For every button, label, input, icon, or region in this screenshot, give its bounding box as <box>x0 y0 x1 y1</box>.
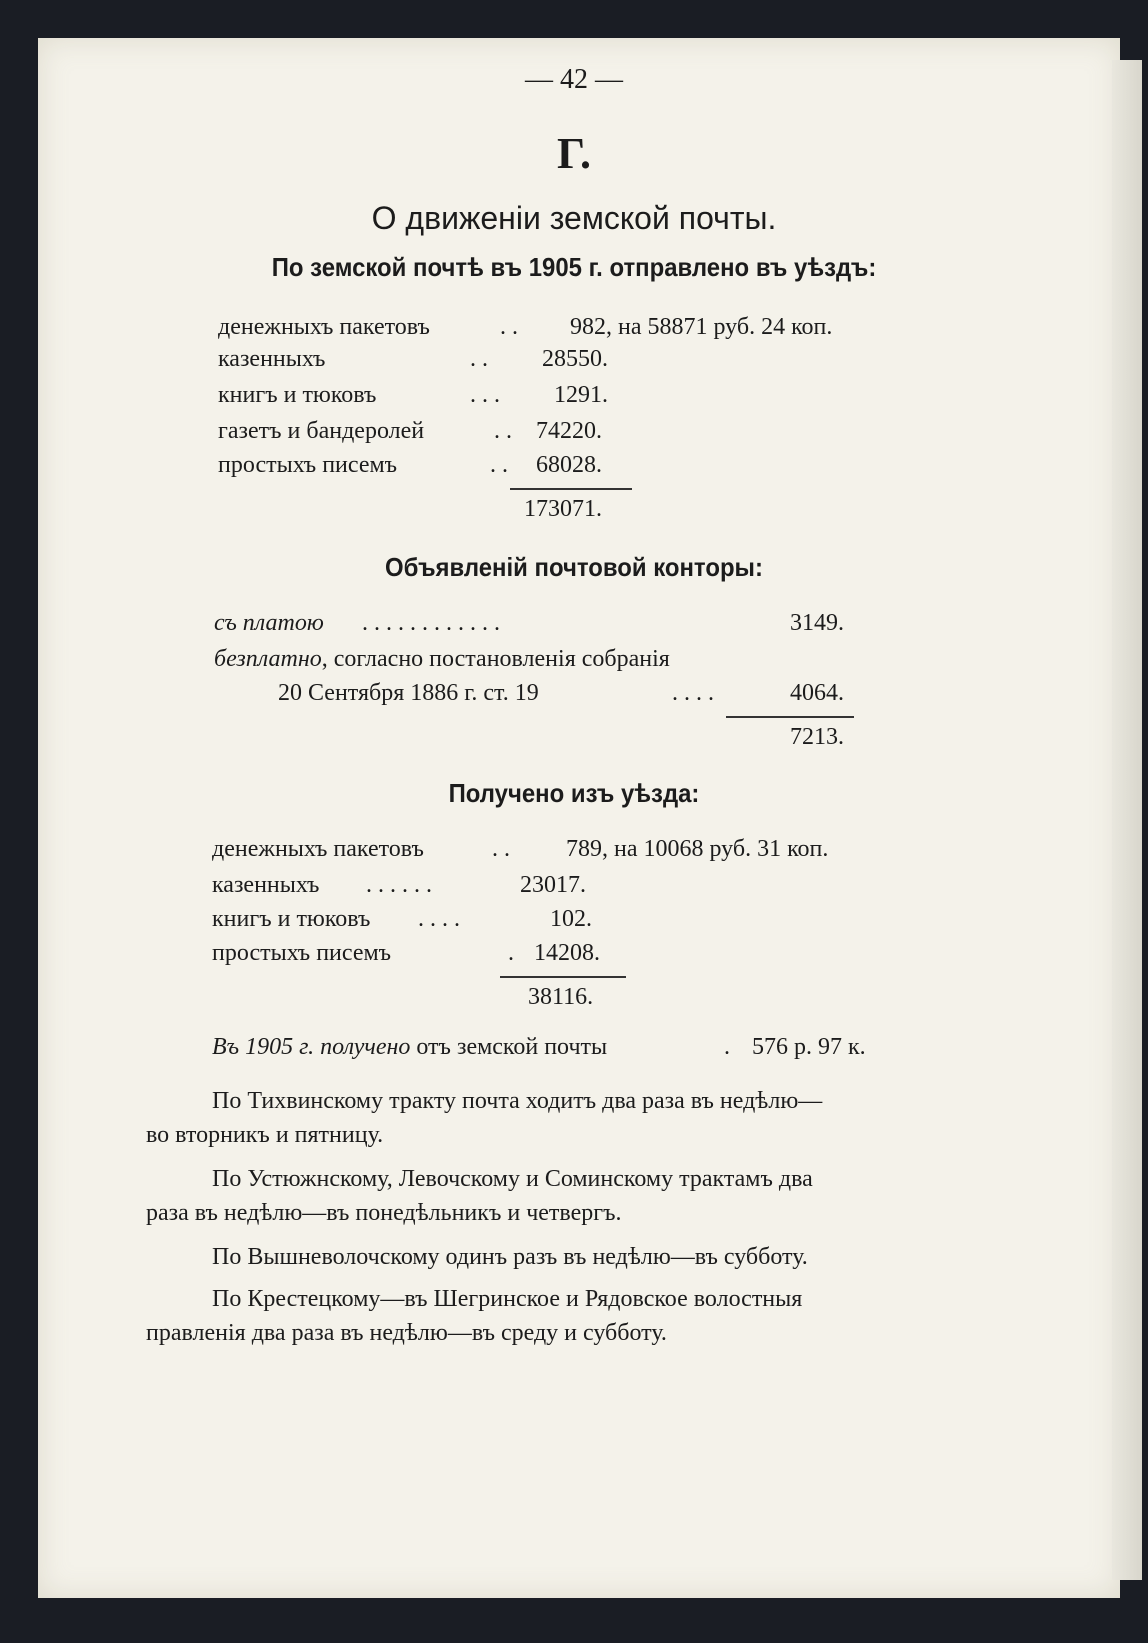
sent-row-label: казенныхъ <box>218 346 326 372</box>
income-dots: . <box>724 1034 730 1060</box>
sent-row-label: газетъ и бандеролей <box>218 418 425 444</box>
income-line <box>212 1034 607 1061</box>
ads-paid-value: 3149. <box>790 610 844 636</box>
income-rest: отъ земской почты <box>410 1034 608 1060</box>
paragraph-line: По Вышневолочскому одинъ разъ въ недѣлю—въ субботу. <box>212 1244 808 1270</box>
received-row-value: 102. <box>550 906 592 932</box>
sent-row-value: 28550. <box>542 346 608 372</box>
ads-paid-dots: . . . . . . . . . . . . <box>362 610 500 636</box>
sent-heading: По земской почтѣ въ 1905 г. отправлено въ уѣздъ: <box>271 252 877 282</box>
paragraph-line: правленія два раза въ недѣлю—въ среду и субботу. <box>146 1320 667 1346</box>
sent-row-dots: . . <box>494 418 512 444</box>
ads-free-value: 4064. <box>790 680 844 706</box>
sent-row-dots: . . <box>470 346 488 372</box>
sent-row-dots: . . <box>500 314 518 340</box>
sent-row-label: книгъ и тюковъ <box>218 382 377 408</box>
ads-free-line2: 20 Сентября 1886 г. ст. 19 <box>278 680 539 706</box>
sent-row-label: денежныхъ пакетовъ <box>218 314 430 340</box>
ads-total: 7213. <box>790 724 844 750</box>
paragraph-line: По Устюжнскому, Левочскому и Соминскому трактамъ два <box>212 1166 813 1192</box>
page-number: — 42 — <box>525 64 623 95</box>
sent-row-value: 1291. <box>554 382 608 408</box>
sent-row-dots: . . . <box>470 382 500 408</box>
ads-free-dots: . . . . <box>672 680 714 706</box>
received-row-dots: . . <box>492 836 510 862</box>
ads-heading: Объявленій почтовой конторы: <box>385 552 763 582</box>
received-row-dots: . . . . <box>418 906 460 932</box>
received-row-label: книгъ и тюковъ <box>212 906 371 932</box>
received-row-value: 14208. <box>534 940 600 966</box>
page-edge <box>1112 60 1142 1580</box>
sent-total: 173071. <box>524 496 602 522</box>
sent-row-label: простыхъ писемъ <box>218 452 398 478</box>
received-row-dots: . <box>508 940 514 966</box>
received-row-dots: . . . . . . <box>366 872 432 898</box>
income-italic: Въ 1905 г. получено <box>212 1034 411 1060</box>
paragraph-line: раза въ недѣлю—въ понедѣльникъ и четвергъ. <box>146 1200 622 1226</box>
received-heading: Получено изъ уѣзда: <box>448 778 700 808</box>
sum-rule <box>510 488 632 490</box>
section-letter: Г. <box>556 129 592 178</box>
ads-free-rest: , согласно постановленія собранія <box>321 646 670 672</box>
received-total: 38116. <box>528 984 594 1010</box>
sum-rule <box>726 716 854 718</box>
income-value: 576 р. 97 к. <box>752 1034 866 1060</box>
received-row-label: простыхъ писемъ <box>212 940 392 966</box>
sent-row-value: 68028. <box>536 452 602 478</box>
paragraph-line: По Тихвинскому тракту почта ходитъ два раза въ недѣлю— <box>212 1088 823 1114</box>
sent-row-value: 74220. <box>536 418 602 444</box>
received-row-value: 23017. <box>520 872 586 898</box>
ads-free-label: безплатно <box>214 646 322 672</box>
paragraph-line: во вторникъ и пятницу. <box>146 1122 384 1148</box>
paragraph-line: По Крестецкому—въ Шегринское и Рядовское волостныя <box>212 1286 803 1312</box>
sent-row-value: 982, на 58871 руб. 24 коп. <box>570 314 833 340</box>
received-row-label: казенныхъ <box>212 872 320 898</box>
sent-row-dots: . . <box>490 452 508 478</box>
received-row-value: 789, на 10068 руб. 31 коп. <box>566 836 829 862</box>
section-title: О движеніи земской почты. <box>371 200 777 236</box>
ads-paid-label: съ платою <box>214 610 324 636</box>
sum-rule <box>500 976 626 978</box>
ads-free-line <box>214 646 670 673</box>
received-row-label: денежныхъ пакетовъ <box>212 836 424 862</box>
